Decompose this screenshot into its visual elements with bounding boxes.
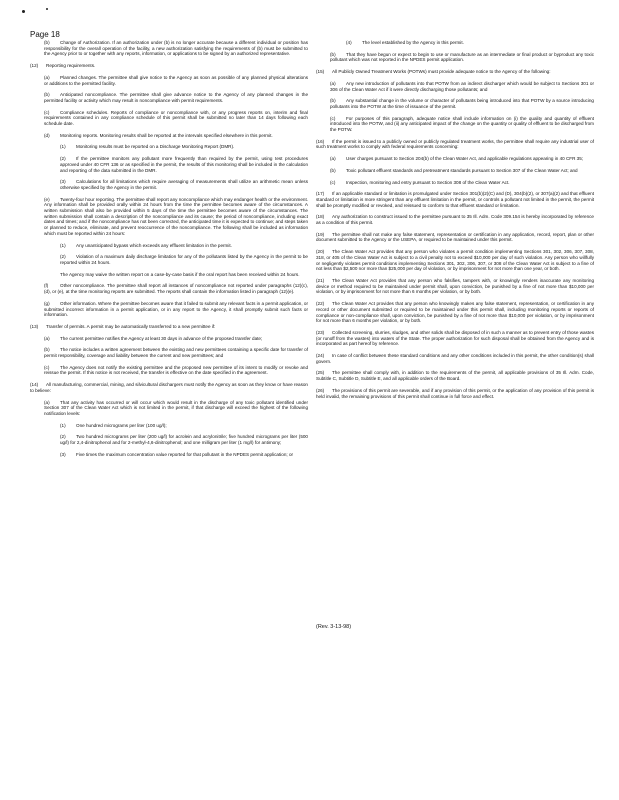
paragraph-text: Any new introduction of pollutants into that POTW from an indirect discharger which would be subject to Sections 301 or 306 of the Clean Water Act if it were directly discharging those pollutants; and (330, 80, 594, 92)
paragraph-text: Toxic pollutant effluent standards and pretreatment standards pursuant to Section 307 of the Clean Water Act; and (346, 167, 578, 173)
paragraph-number: (a) (330, 156, 336, 162)
paragraph-number: (a) (44, 335, 50, 341)
paragraph-number: (20) (316, 249, 325, 255)
paragraph-item (316, 278, 594, 295)
paragraph-number: (19) (316, 231, 325, 237)
paragraph-text: Any authorization to construct issued to the permittee pursuant to 35 Ill. Adm. Code 309.154 is hereby incorporated by reference as a condition of this permit. (316, 214, 594, 226)
paragraph-item (30, 347, 308, 358)
paragraph-item (316, 191, 594, 208)
paragraph-text: Five times the maximum concentration value reported for that pollutant in the NPDES permit application; or (76, 451, 294, 457)
paragraph-text: Other noncompliance. The permittee shall report all instances of noncompliance not reported under paragraphs (12)(c), (d), or (e), at the time monitoring reports are submitted. The reports shall contain the information listed in paragraph (12)(e). (44, 283, 308, 295)
paragraph-text: Violation of a maximum daily discharge limitation for any of the pollutants listed by the Agency in the permit to be reported within 24 hours. (60, 254, 308, 265)
paragraph-text: That they have begun or expect to begin to use or manufacture as an intermediate or final product or byproduct any toxic pollutant which was not reported in the NPDES permit application. (330, 51, 594, 63)
paragraph-number: (23) (316, 329, 325, 335)
paragraph-item (30, 92, 308, 103)
paragraph-item (316, 116, 594, 133)
paragraph-item (30, 40, 308, 57)
paragraph-item (30, 179, 308, 190)
paragraph-number: (b) (44, 40, 50, 45)
paragraph-item (316, 81, 594, 92)
paragraph-number: (c) (44, 364, 50, 370)
paragraph-number: (a) (44, 74, 50, 80)
paragraph-text: Calculations for all limitations which require averaging of measurements shall utilize an arithmetic mean unless otherwise specified by the Agency in the permit. (60, 179, 308, 190)
paragraph-item (316, 249, 594, 272)
paragraph-text: The Clean Water Act provides that any person who falsifies, tampers with, or knowingly renders inaccurate any monitoring device or method required to be maintained under permit shall, upon conviction, be punished by a fine of not more than $10,000 per violation, or by imprisonment for not more than 6 months per violation, or by both. (316, 277, 594, 295)
paragraph-item (316, 180, 594, 186)
paragraph-text: Reporting requirements. (46, 63, 96, 69)
paragraph-number: (a) (44, 399, 50, 405)
paragraph-text: Any substantial change in the volume or character of pollutants being introduced into that POTW by a source introducing pollutants into the POTW at the time of issuance of the permit. (330, 98, 594, 109)
left-column (30, 40, 308, 463)
paragraph-text: The Clean Water Act provides that any person who knowingly makes any false statement, representation, or certification in any record or other document submitted or required to be maintained under this permit shall, including monitoring reports or reports of compliance or non-compliance shall, upon conviction, be punished by a fine of not more than $10,000 per violation, or by imprisonment for not more than 6 months per violation, or by both. (316, 301, 594, 324)
paragraph-number: (1) (60, 422, 66, 428)
paragraph-item (316, 139, 594, 150)
paragraph-number: (15) (316, 69, 325, 75)
paragraph-number: (3) (60, 179, 66, 185)
paragraph-item (316, 232, 594, 243)
paragraph-text: Transfer of permits. A permit may be automatically transferred to a new permittee if: (46, 323, 216, 329)
paragraph-number: (2) (60, 434, 66, 440)
revision-note: (Rev. 3-13-98) (316, 624, 352, 630)
paragraph-text: Collected screening, slurries, sludges, and other solids shall be disposed of in such a manner as to prevent entry of those wastes (or runoff from the wastes) into waters of the State. The proper authorization for such disposal shall be obtained from the Agency and is incorporated as part hereof by reference. (316, 329, 594, 347)
paragraph-number: (g) (44, 300, 50, 306)
paragraph-number: (12) (30, 63, 39, 69)
scan-speck (22, 10, 25, 13)
paragraph-text: All manufacturing, commercial, mining, and silvicultural dischargers must notify the Agency as soon as they know or have reason to believe: (30, 382, 308, 393)
paragraph-text: The level established by the Agency in this permit. (362, 40, 464, 45)
paragraph-number: (17) (316, 191, 325, 197)
paragraph-item (316, 168, 594, 174)
paragraph-text: If the permittee monitors any pollutant more frequently than required by the permit, using test procedures approved under 40 CFR 136 or as specified in the permit, the results of this monitoring shall be included in the calculation and reporting of the data submitted in the DMR. (60, 156, 308, 173)
paragraph-text: The Agency does not notify the existing permittee and the proposed new permittee of its intent to modify or revoke and reissue the permit. If this notice is not received, the transfer is effective on the date specified in the agreement. (44, 364, 308, 376)
paragraph-number: (2) (60, 156, 66, 162)
paragraph-number: (b) (330, 98, 336, 104)
paragraph-item (316, 40, 594, 46)
paragraph-item (30, 110, 308, 127)
paragraph-number: (14) (30, 382, 39, 388)
paragraph-text: The current permittee notifies the Agency at least 30 days in advance of the proposed transfer date; (60, 335, 263, 341)
paragraph-item (30, 336, 308, 342)
paragraph-text: Monitoring results must be reported on a Discharge Monitoring Report (DMR). (76, 144, 235, 150)
paragraph-number: (2) (60, 254, 66, 260)
paragraph-text: Change of Authorization. If an authorization under (b) is no longer accurate because a different individual or position has responsibility for the overall operation of the facility, a new authorization satisfying the requirements of (b) must be submitted to the Agency prior to or together with any reports, information, or applications to be signed by an authorized representative. (44, 40, 308, 57)
paragraph-item (316, 301, 594, 324)
paragraph-text: Monitoring reports. Monitoring results shall be reported at the intervals specified elsewhere in this permit. (60, 132, 273, 138)
paragraph-number: (c) (330, 115, 336, 121)
paragraph-text: If an applicable standard or limitation is promulgated under Section 301(b)(2)(C) and (D), 304(b)(2), or 307(a)(2) and that effluent standard or limitation is more stringent than any effluent limitation in the permit, or controls a pollutant not limited in the permit, the permit shall be promptly modified or revoked, and reissued to conform to that effluent standard or limitation. (316, 191, 594, 208)
paragraph-number: (22) (316, 301, 325, 307)
paragraph-text: User charges pursuant to Section 204(b) of the Clean Water Act, and applicable regulations appearing in 40 CFR 35; (346, 156, 584, 162)
paragraph-item (30, 434, 308, 445)
scan-speck (46, 8, 48, 10)
paragraph-item (30, 382, 308, 393)
paragraph-text: In case of conflict between these standard conditions and any other conditions included in this permit, the other condition(s) shall govern. (316, 353, 594, 364)
paragraph-text: The provisions of this permit are severable, and if any provision of this permit, or the application of any provision of this permit is held invalid, the remaining provisions of this permit shall continue in full force and effect. (316, 387, 594, 399)
paragraph-item (30, 365, 308, 376)
right-column (316, 40, 594, 405)
paragraph-item (30, 63, 308, 69)
paragraph-text: Anticipated noncompliance. The permittee shall give advance notice to the Agency of any planned changes in the permitted facility or activity which may result in noncompliance with permit requirements. (44, 92, 308, 103)
paragraph-number: (16) (316, 138, 325, 144)
paragraph-item (30, 144, 308, 150)
paragraph-number: (4) (346, 40, 352, 45)
paragraph-item (30, 283, 308, 294)
paragraph-number: (3) (60, 451, 66, 457)
paragraph-item (30, 156, 308, 173)
paragraph-number: (13) (30, 323, 39, 329)
paragraph-text: Other information. Where the permittee becomes aware that it failed to submit any relevant facts in a permit application, or submitted incorrect information in a permit application, or in any report to the Agency, it shall promptly submit such facts or information. (44, 300, 308, 318)
paragraph-text: The permittee shall comply with, in addition to the requirements of the permit, all applicable provisions of 35 Ill. Adm. Code, Subtitle C, Subtitle D, Subtitle E, and all applicable orders of the Board. (316, 370, 594, 382)
paragraph-item (30, 243, 308, 249)
paragraph-item (316, 98, 594, 109)
paragraph-item (316, 330, 594, 347)
paragraph-text: All Publicly Owned Treatment Works (POTWs) must provide adequate notice to the Agency of the following: (332, 69, 551, 75)
paragraph-item (30, 324, 308, 330)
paragraph-item (316, 156, 594, 162)
paragraph-item (30, 75, 308, 86)
paragraph-item (30, 301, 308, 318)
paragraph-text: The Clean Water Act provides that any person who violates a permit condition implementing Sections 301, 302, 306, 307, 308, 318, or 405 of the Clean Water Act is subject to a civil penalty not to exceed $10,000 per day of such violation. Any person who willfully or negligently violates permit conditions implementing Sections 301, 302, 306, 307, or 308 of the Clean Water Act is subject to a fine of not less than $2,500 nor more than $25,000 per day of violation, or by imprisonment for not more than one year, or both. (316, 249, 594, 272)
paragraph-item (30, 254, 308, 265)
paragraph-item (30, 272, 308, 278)
paragraph-text: For purposes of this paragraph, adequate notice shall include information on (i) the quality and quantity of effluent introduced into the POTW, and (ii) any anticipated impact of the change on the quantity or quality of effluent to be discharged from the POTW. (330, 115, 594, 133)
paragraph-text: The permittee shall not make any false statement, representation or certification in any application, record, report, plan or other document submitted to the Agency or the USEPA, or required to be maintained under this permit. (316, 231, 594, 243)
paragraph-number: (f) (44, 283, 49, 289)
paragraph-text: The Agency may waive the written report on a case-by-case basis if the oral report has been received within 24 hours. (60, 271, 300, 277)
paragraph-text: That any activity has occurred or will occur which would result in the discharge of any toxic pollutant identified under Section 307 of the Clean Water Act which is not limited in the permit, if that discharge will exceed the highest of the following notification levels: (44, 399, 308, 416)
paragraph-item (30, 400, 308, 417)
paragraph-number: (18) (316, 214, 325, 220)
paragraph-text: One hundred micrograms per liter (100 ug/l); (76, 422, 167, 428)
paragraph-number: (21) (316, 277, 325, 283)
paragraph-item (30, 423, 308, 429)
paragraph-item (316, 388, 594, 399)
paragraph-number: (c) (330, 179, 336, 185)
paragraph-number: (b) (330, 167, 336, 173)
paragraph-item (316, 370, 594, 381)
paragraph-text: Twenty-four hour reporting. The permittee shall report any noncompliance which may endanger health or the environment. Any information shall be provided orally within 24 hours from the time the permittee becomes aware of the circumstances. A written submission shall also be provided within 5 days of the time the permittee becomes aware of the circumstances. The written submission shall contain a description of the noncompliance and its cause; the period of noncompliance, including exact dates and times; and if the noncompliance has not been corrected, the anticipated time it is expected to continue; and steps taken or planned to reduce, eliminate, and prevent reoccurrence of the noncompliance. The following shall be included as information which must be reported within 24 hours: (44, 196, 308, 236)
paragraph-text: Inspection, monitoring and entry pursuant to Section 308 of the Clean Water Act. (346, 179, 510, 185)
page-label: Page 18 (30, 30, 60, 39)
paragraph-number: (a) (330, 80, 336, 86)
paragraph-number: (1) (60, 242, 66, 248)
paragraph-number: (b) (330, 51, 336, 57)
paragraph-text: Two hundred micrograms per liter (200 ug/l) for acrolein and acrylonitrile; five hundred micrograms per liter (500 ug/l) for 2,4-dinitrophenol and for 2-methyl-4,6-dinitrophenol; and one milligram per liter (1 mg/l) for antimony; (60, 434, 308, 446)
paragraph-text: Any unanticipated bypass which exceeds any effluent limitation in the permit. (76, 242, 232, 248)
paragraph-number: (24) (316, 353, 325, 359)
paragraph-number: (e) (44, 196, 50, 202)
paragraph-item (316, 52, 594, 63)
paragraph-text: If the permit is issued to a publicly owned or publicly regulated treatment works, the permittee shall require any industrial user of such treatment works to comply with federal requirements concerning: (316, 138, 594, 150)
paragraph-item (30, 452, 308, 458)
paragraph-number: (b) (44, 92, 50, 98)
paragraph-number: (d) (44, 132, 50, 138)
paragraph-item (30, 133, 308, 139)
paragraph-number: (1) (60, 144, 66, 150)
paragraph-item (316, 353, 594, 364)
paragraph-item (316, 69, 594, 75)
paragraph-text: Compliance schedules. Reports of compliance or noncompliance with, or any progress reports on, interim and final requirements contained in any compliance schedule of this permit shall be submitted no later than 14 days following each schedule date. (44, 109, 308, 127)
paragraph-item (30, 197, 308, 237)
paragraph-number: (b) (44, 347, 50, 353)
paragraph-text: Planned changes. The permittee shall give notice to the Agency as soon as possible of any planned physical alterations or additions to the permitted facility. (44, 74, 308, 86)
paragraph-number: (26) (316, 387, 325, 393)
paragraph-number: (c) (44, 109, 50, 115)
paragraph-item (316, 214, 594, 225)
paragraph-number: (25) (316, 370, 325, 376)
paragraph-text: The notice includes a written agreement between the existing and new permittees containing a specific date for transfer of permit responsibility, coverage and liability between the current and new permittees; and (44, 347, 308, 359)
